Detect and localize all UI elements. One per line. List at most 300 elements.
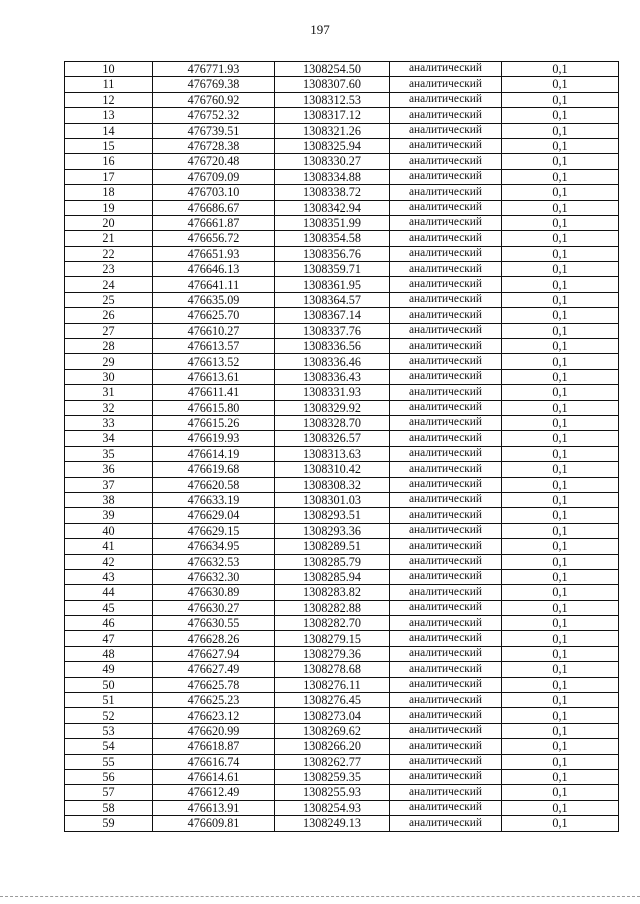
x-coordinate-cell: 476661.87 <box>153 215 275 230</box>
method-cell: аналитический <box>390 693 502 708</box>
x-coordinate-cell: 476612.49 <box>153 785 275 800</box>
point-number-cell: 54 <box>65 739 153 754</box>
method-cell: аналитический <box>390 462 502 477</box>
y-coordinate-cell: 1308285.79 <box>275 554 390 569</box>
x-coordinate-cell: 476630.27 <box>153 600 275 615</box>
method-cell: аналитический <box>390 154 502 169</box>
x-coordinate-cell: 476635.09 <box>153 292 275 307</box>
method-cell: аналитический <box>390 508 502 523</box>
point-number-cell: 10 <box>65 62 153 77</box>
accuracy-cell: 0,1 <box>502 369 619 384</box>
x-coordinate-cell: 476771.93 <box>153 62 275 77</box>
y-coordinate-cell: 1308254.93 <box>275 800 390 815</box>
method-cell: аналитический <box>390 723 502 738</box>
table-row <box>65 123 619 138</box>
x-coordinate-cell: 476627.94 <box>153 646 275 661</box>
accuracy-cell: 0,1 <box>502 523 619 538</box>
accuracy-cell: 0,1 <box>502 246 619 261</box>
accuracy-cell: 0,1 <box>502 123 619 138</box>
y-coordinate-cell: 1308282.88 <box>275 600 390 615</box>
accuracy-cell: 0,1 <box>502 492 619 507</box>
method-cell: аналитический <box>390 585 502 600</box>
accuracy-cell: 0,1 <box>502 323 619 338</box>
x-coordinate-cell: 476728.38 <box>153 138 275 153</box>
accuracy-cell: 0,1 <box>502 816 619 831</box>
y-coordinate-cell: 1308254.50 <box>275 62 390 77</box>
table-row <box>65 108 619 123</box>
point-number-cell: 23 <box>65 262 153 277</box>
y-coordinate-cell: 1308312.53 <box>275 92 390 107</box>
coordinates-table <box>64 61 619 832</box>
table-row <box>65 646 619 661</box>
point-number-cell: 56 <box>65 769 153 784</box>
point-number-cell: 26 <box>65 308 153 323</box>
accuracy-cell: 0,1 <box>502 108 619 123</box>
accuracy-cell: 0,1 <box>502 231 619 246</box>
method-cell: аналитический <box>390 339 502 354</box>
y-coordinate-cell: 1308285.94 <box>275 569 390 584</box>
method-cell: аналитический <box>390 646 502 661</box>
x-coordinate-cell: 476686.67 <box>153 200 275 215</box>
x-coordinate-cell: 476630.89 <box>153 585 275 600</box>
table-row <box>65 616 619 631</box>
x-coordinate-cell: 476615.26 <box>153 415 275 430</box>
accuracy-cell: 0,1 <box>502 185 619 200</box>
method-cell: аналитический <box>390 231 502 246</box>
accuracy-cell: 0,1 <box>502 169 619 184</box>
method-cell: аналитический <box>390 785 502 800</box>
accuracy-cell: 0,1 <box>502 585 619 600</box>
method-cell: аналитический <box>390 200 502 215</box>
point-number-cell: 22 <box>65 246 153 261</box>
y-coordinate-cell: 1308262.77 <box>275 754 390 769</box>
point-number-cell: 11 <box>65 77 153 92</box>
x-coordinate-cell: 476769.38 <box>153 77 275 92</box>
x-coordinate-cell: 476739.51 <box>153 123 275 138</box>
table-row <box>65 385 619 400</box>
method-cell: аналитический <box>390 246 502 261</box>
point-number-cell: 46 <box>65 616 153 631</box>
point-number-cell: 24 <box>65 277 153 292</box>
accuracy-cell: 0,1 <box>502 154 619 169</box>
table-row <box>65 415 619 430</box>
point-number-cell: 58 <box>65 800 153 815</box>
table-row <box>65 662 619 677</box>
point-number-cell: 44 <box>65 585 153 600</box>
y-coordinate-cell: 1308356.76 <box>275 246 390 261</box>
method-cell: аналитический <box>390 262 502 277</box>
point-number-cell: 40 <box>65 523 153 538</box>
accuracy-cell: 0,1 <box>502 708 619 723</box>
point-number-cell: 34 <box>65 431 153 446</box>
y-coordinate-cell: 1308249.13 <box>275 816 390 831</box>
point-number-cell: 18 <box>65 185 153 200</box>
x-coordinate-cell: 476634.95 <box>153 539 275 554</box>
x-coordinate-cell: 476611.41 <box>153 385 275 400</box>
table-row <box>65 723 619 738</box>
method-cell: аналитический <box>390 708 502 723</box>
x-coordinate-cell: 476615.80 <box>153 400 275 415</box>
method-cell: аналитический <box>390 600 502 615</box>
method-cell: аналитический <box>390 446 502 461</box>
accuracy-cell: 0,1 <box>502 693 619 708</box>
x-coordinate-cell: 476620.58 <box>153 477 275 492</box>
method-cell: аналитический <box>390 816 502 831</box>
x-coordinate-cell: 476613.57 <box>153 339 275 354</box>
accuracy-cell: 0,1 <box>502 292 619 307</box>
accuracy-cell: 0,1 <box>502 262 619 277</box>
x-coordinate-cell: 476630.55 <box>153 616 275 631</box>
method-cell: аналитический <box>390 739 502 754</box>
table-row <box>65 231 619 246</box>
accuracy-cell: 0,1 <box>502 77 619 92</box>
point-number-cell: 30 <box>65 369 153 384</box>
method-cell: аналитический <box>390 277 502 292</box>
table-row <box>65 154 619 169</box>
method-cell: аналитический <box>390 400 502 415</box>
method-cell: аналитический <box>390 754 502 769</box>
x-coordinate-cell: 476632.30 <box>153 569 275 584</box>
x-coordinate-cell: 476646.13 <box>153 262 275 277</box>
table-row <box>65 431 619 446</box>
y-coordinate-cell: 1308282.70 <box>275 616 390 631</box>
table-row <box>65 277 619 292</box>
point-number-cell: 59 <box>65 816 153 831</box>
method-cell: аналитический <box>390 369 502 384</box>
accuracy-cell: 0,1 <box>502 739 619 754</box>
y-coordinate-cell: 1308325.94 <box>275 138 390 153</box>
y-coordinate-cell: 1308266.20 <box>275 739 390 754</box>
accuracy-cell: 0,1 <box>502 539 619 554</box>
x-coordinate-cell: 476619.93 <box>153 431 275 446</box>
y-coordinate-cell: 1308255.93 <box>275 785 390 800</box>
y-coordinate-cell: 1308308.32 <box>275 477 390 492</box>
y-coordinate-cell: 1308273.04 <box>275 708 390 723</box>
y-coordinate-cell: 1308279.36 <box>275 646 390 661</box>
method-cell: аналитический <box>390 215 502 230</box>
method-cell: аналитический <box>390 539 502 554</box>
page-number: 197 <box>310 22 330 37</box>
accuracy-cell: 0,1 <box>502 508 619 523</box>
y-coordinate-cell: 1308329.92 <box>275 400 390 415</box>
y-coordinate-cell: 1308321.26 <box>275 123 390 138</box>
y-coordinate-cell: 1308351.99 <box>275 215 390 230</box>
accuracy-cell: 0,1 <box>502 138 619 153</box>
method-cell: аналитический <box>390 169 502 184</box>
y-coordinate-cell: 1308367.14 <box>275 308 390 323</box>
point-number-cell: 35 <box>65 446 153 461</box>
accuracy-cell: 0,1 <box>502 569 619 584</box>
method-cell: аналитический <box>390 385 502 400</box>
point-number-cell: 39 <box>65 508 153 523</box>
x-coordinate-cell: 476709.09 <box>153 169 275 184</box>
x-coordinate-cell: 476619.68 <box>153 462 275 477</box>
point-number-cell: 47 <box>65 631 153 646</box>
accuracy-cell: 0,1 <box>502 62 619 77</box>
method-cell: аналитический <box>390 800 502 815</box>
point-number-cell: 45 <box>65 600 153 615</box>
method-cell: аналитический <box>390 323 502 338</box>
y-coordinate-cell: 1308293.51 <box>275 508 390 523</box>
table-row <box>65 138 619 153</box>
x-coordinate-cell: 476613.52 <box>153 354 275 369</box>
x-coordinate-cell: 476629.04 <box>153 508 275 523</box>
point-number-cell: 20 <box>65 215 153 230</box>
point-number-cell: 48 <box>65 646 153 661</box>
method-cell: аналитический <box>390 477 502 492</box>
x-coordinate-cell: 476620.99 <box>153 723 275 738</box>
x-coordinate-cell: 476613.91 <box>153 800 275 815</box>
accuracy-cell: 0,1 <box>502 400 619 415</box>
point-number-cell: 19 <box>65 200 153 215</box>
accuracy-cell: 0,1 <box>502 385 619 400</box>
table-row <box>65 215 619 230</box>
table-row <box>65 369 619 384</box>
x-coordinate-cell: 476616.74 <box>153 754 275 769</box>
table-row <box>65 769 619 784</box>
x-coordinate-cell: 476720.48 <box>153 154 275 169</box>
point-number-cell: 16 <box>65 154 153 169</box>
table-row <box>65 446 619 461</box>
table-row <box>65 262 619 277</box>
y-coordinate-cell: 1308326.57 <box>275 431 390 446</box>
y-coordinate-cell: 1308336.56 <box>275 339 390 354</box>
method-cell: аналитический <box>390 292 502 307</box>
table-row <box>65 631 619 646</box>
x-coordinate-cell: 476610.27 <box>153 323 275 338</box>
y-coordinate-cell: 1308342.94 <box>275 200 390 215</box>
x-coordinate-cell: 476614.61 <box>153 769 275 784</box>
table-row <box>65 785 619 800</box>
accuracy-cell: 0,1 <box>502 354 619 369</box>
accuracy-cell: 0,1 <box>502 415 619 430</box>
point-number-cell: 28 <box>65 339 153 354</box>
table-row <box>65 92 619 107</box>
method-cell: аналитический <box>390 354 502 369</box>
point-number-cell: 17 <box>65 169 153 184</box>
table-row <box>65 677 619 692</box>
point-number-cell: 51 <box>65 693 153 708</box>
accuracy-cell: 0,1 <box>502 446 619 461</box>
point-number-cell: 41 <box>65 539 153 554</box>
y-coordinate-cell: 1308328.70 <box>275 415 390 430</box>
accuracy-cell: 0,1 <box>502 431 619 446</box>
table-row <box>65 77 619 92</box>
point-number-cell: 13 <box>65 108 153 123</box>
table-row <box>65 693 619 708</box>
table-row <box>65 62 619 77</box>
point-number-cell: 29 <box>65 354 153 369</box>
accuracy-cell: 0,1 <box>502 462 619 477</box>
table-row <box>65 508 619 523</box>
method-cell: аналитический <box>390 631 502 646</box>
point-number-cell: 33 <box>65 415 153 430</box>
accuracy-cell: 0,1 <box>502 754 619 769</box>
accuracy-cell: 0,1 <box>502 554 619 569</box>
x-coordinate-cell: 476614.19 <box>153 446 275 461</box>
y-coordinate-cell: 1308336.46 <box>275 354 390 369</box>
y-coordinate-cell: 1308313.63 <box>275 446 390 461</box>
table-row <box>65 523 619 538</box>
x-coordinate-cell: 476627.49 <box>153 662 275 677</box>
accuracy-cell: 0,1 <box>502 277 619 292</box>
x-coordinate-cell: 476623.12 <box>153 708 275 723</box>
y-coordinate-cell: 1308331.93 <box>275 385 390 400</box>
method-cell: аналитический <box>390 185 502 200</box>
y-coordinate-cell: 1308338.72 <box>275 185 390 200</box>
y-coordinate-cell: 1308269.62 <box>275 723 390 738</box>
y-coordinate-cell: 1308354.58 <box>275 231 390 246</box>
method-cell: аналитический <box>390 523 502 538</box>
point-number-cell: 36 <box>65 462 153 477</box>
point-number-cell: 27 <box>65 323 153 338</box>
accuracy-cell: 0,1 <box>502 215 619 230</box>
table-row <box>65 339 619 354</box>
table-row <box>65 554 619 569</box>
method-cell: аналитический <box>390 677 502 692</box>
y-coordinate-cell: 1308310.42 <box>275 462 390 477</box>
method-cell: аналитический <box>390 662 502 677</box>
coordinates-table-body <box>65 62 619 832</box>
table-row <box>65 292 619 307</box>
point-number-cell: 53 <box>65 723 153 738</box>
x-coordinate-cell: 476641.11 <box>153 277 275 292</box>
y-coordinate-cell: 1308276.11 <box>275 677 390 692</box>
method-cell: аналитический <box>390 431 502 446</box>
table-row <box>65 816 619 831</box>
method-cell: аналитический <box>390 77 502 92</box>
method-cell: аналитический <box>390 569 502 584</box>
accuracy-cell: 0,1 <box>502 800 619 815</box>
y-coordinate-cell: 1308289.51 <box>275 539 390 554</box>
x-coordinate-cell: 476628.26 <box>153 631 275 646</box>
x-coordinate-cell: 476613.61 <box>153 369 275 384</box>
method-cell: аналитический <box>390 492 502 507</box>
point-number-cell: 37 <box>65 477 153 492</box>
point-number-cell: 31 <box>65 385 153 400</box>
method-cell: аналитический <box>390 769 502 784</box>
table-row <box>65 569 619 584</box>
accuracy-cell: 0,1 <box>502 477 619 492</box>
method-cell: аналитический <box>390 308 502 323</box>
y-coordinate-cell: 1308361.95 <box>275 277 390 292</box>
point-number-cell: 25 <box>65 292 153 307</box>
y-coordinate-cell: 1308301.03 <box>275 492 390 507</box>
x-coordinate-cell: 476625.23 <box>153 693 275 708</box>
accuracy-cell: 0,1 <box>502 308 619 323</box>
point-number-cell: 49 <box>65 662 153 677</box>
point-number-cell: 52 <box>65 708 153 723</box>
table-row <box>65 246 619 261</box>
y-coordinate-cell: 1308259.35 <box>275 769 390 784</box>
accuracy-cell: 0,1 <box>502 662 619 677</box>
method-cell: аналитический <box>390 92 502 107</box>
x-coordinate-cell: 476609.81 <box>153 816 275 831</box>
point-number-cell: 21 <box>65 231 153 246</box>
table-row <box>65 308 619 323</box>
table-row <box>65 354 619 369</box>
method-cell: аналитический <box>390 415 502 430</box>
x-coordinate-cell: 476760.92 <box>153 92 275 107</box>
table-row <box>65 739 619 754</box>
y-coordinate-cell: 1308336.43 <box>275 369 390 384</box>
x-coordinate-cell: 476625.78 <box>153 677 275 692</box>
y-coordinate-cell: 1308337.76 <box>275 323 390 338</box>
point-number-cell: 57 <box>65 785 153 800</box>
accuracy-cell: 0,1 <box>502 339 619 354</box>
y-coordinate-cell: 1308283.82 <box>275 585 390 600</box>
method-cell: аналитический <box>390 616 502 631</box>
x-coordinate-cell: 476656.72 <box>153 231 275 246</box>
accuracy-cell: 0,1 <box>502 616 619 631</box>
y-coordinate-cell: 1308330.27 <box>275 154 390 169</box>
x-coordinate-cell: 476651.93 <box>153 246 275 261</box>
x-coordinate-cell: 476629.15 <box>153 523 275 538</box>
method-cell: аналитический <box>390 123 502 138</box>
point-number-cell: 42 <box>65 554 153 569</box>
table-row <box>65 323 619 338</box>
y-coordinate-cell: 1308279.15 <box>275 631 390 646</box>
point-number-cell: 55 <box>65 754 153 769</box>
table-row <box>65 200 619 215</box>
y-coordinate-cell: 1308334.88 <box>275 169 390 184</box>
table-row <box>65 492 619 507</box>
table-row <box>65 477 619 492</box>
accuracy-cell: 0,1 <box>502 200 619 215</box>
x-coordinate-cell: 476752.32 <box>153 108 275 123</box>
x-coordinate-cell: 476632.53 <box>153 554 275 569</box>
method-cell: аналитический <box>390 62 502 77</box>
accuracy-cell: 0,1 <box>502 723 619 738</box>
method-cell: аналитический <box>390 554 502 569</box>
method-cell: аналитический <box>390 108 502 123</box>
x-coordinate-cell: 476618.87 <box>153 739 275 754</box>
table-row <box>65 462 619 477</box>
point-number-cell: 14 <box>65 123 153 138</box>
x-coordinate-cell: 476633.19 <box>153 492 275 507</box>
accuracy-cell: 0,1 <box>502 600 619 615</box>
accuracy-cell: 0,1 <box>502 769 619 784</box>
table-row <box>65 539 619 554</box>
accuracy-cell: 0,1 <box>502 92 619 107</box>
y-coordinate-cell: 1308293.36 <box>275 523 390 538</box>
table-row <box>65 708 619 723</box>
method-cell: аналитический <box>390 138 502 153</box>
y-coordinate-cell: 1308278.68 <box>275 662 390 677</box>
table-row <box>65 400 619 415</box>
y-coordinate-cell: 1308317.12 <box>275 108 390 123</box>
point-number-cell: 38 <box>65 492 153 507</box>
y-coordinate-cell: 1308364.57 <box>275 292 390 307</box>
table-row <box>65 600 619 615</box>
point-number-cell: 32 <box>65 400 153 415</box>
accuracy-cell: 0,1 <box>502 785 619 800</box>
accuracy-cell: 0,1 <box>502 677 619 692</box>
table-row <box>65 585 619 600</box>
point-number-cell: 15 <box>65 138 153 153</box>
y-coordinate-cell: 1308359.71 <box>275 262 390 277</box>
table-row <box>65 800 619 815</box>
x-coordinate-cell: 476703.10 <box>153 185 275 200</box>
table-row <box>65 754 619 769</box>
y-coordinate-cell: 1308276.45 <box>275 693 390 708</box>
table-row <box>65 169 619 184</box>
point-number-cell: 12 <box>65 92 153 107</box>
table-row <box>65 185 619 200</box>
point-number-cell: 50 <box>65 677 153 692</box>
x-coordinate-cell: 476625.70 <box>153 308 275 323</box>
point-number-cell: 43 <box>65 569 153 584</box>
